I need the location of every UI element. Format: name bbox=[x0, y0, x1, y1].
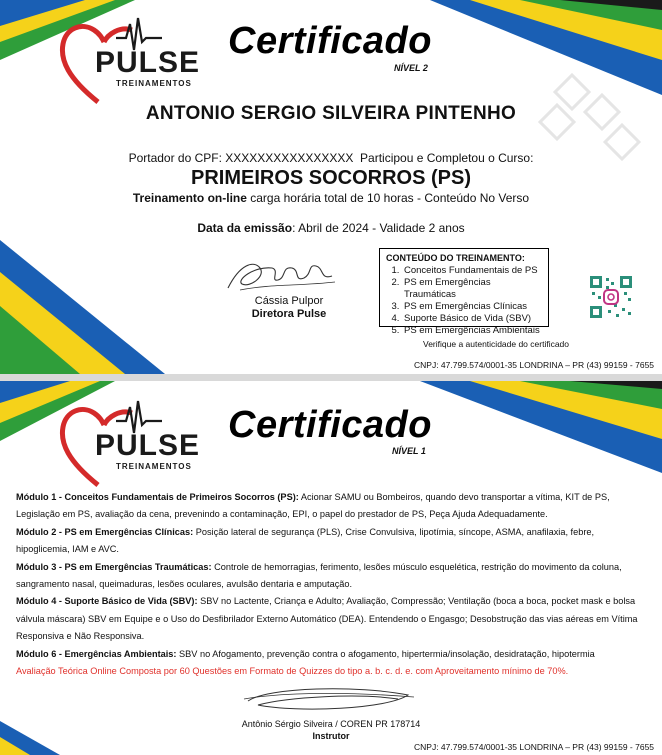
training-line bbox=[0, 191, 662, 205]
logo-brand: PULSE bbox=[95, 46, 201, 79]
pulse-logo bbox=[58, 397, 201, 489]
signer-name: Cássia Pulpor bbox=[254, 295, 324, 307]
module-title: Módulo 3 - PS em Emergências Traumáticas: bbox=[16, 561, 212, 572]
list-item: 4. Suporte Básico de Vida (SBV) bbox=[402, 313, 542, 325]
qr-code-icon[interactable] bbox=[588, 274, 634, 320]
director-signature bbox=[220, 254, 340, 298]
module-item bbox=[16, 489, 648, 524]
instructor-signature bbox=[238, 685, 418, 715]
logo-subtitle: TREINAMENTOS bbox=[116, 79, 192, 88]
module-title: Módulo 2 - PS em Emergências Clínicas: bbox=[16, 526, 194, 537]
participated-text: Participou e Completou o Curso: bbox=[360, 151, 534, 165]
training-type: Treinamento on-line bbox=[132, 191, 247, 205]
list-item: 1. Conceitos Fundamentais de PS bbox=[402, 265, 542, 277]
certificate-title: Certificado bbox=[228, 404, 432, 446]
training-contents-box bbox=[379, 248, 549, 336]
level-label: NÍVEL 1 bbox=[392, 446, 426, 456]
cpf-line bbox=[0, 151, 662, 165]
cpf-value: XXXXXXXXXXXXXXXX bbox=[225, 151, 354, 165]
footer-cnpj: CNPJ: 47.799.574/0001-35 LONDRINA – PR (43) 99159 - 7655 bbox=[414, 742, 655, 752]
emission-line bbox=[0, 221, 662, 235]
module-title: Módulo 6 - Emergências Ambientais: bbox=[16, 648, 177, 659]
course-name: PRIMEIROS SOCORROS (PS) bbox=[190, 167, 472, 189]
module-text: Controle de hemorragias, ferimento, lesões músculo esquelética, restrição do movimento da coluna, sangramento nasal, queimaduras, lesões oculares, avulsão dentaria e amputação. bbox=[16, 561, 622, 590]
cpf-label: Portador do CPF: bbox=[128, 151, 222, 165]
module-item bbox=[16, 646, 648, 663]
emission-value: : Abril de 2024 - Validade 2 anos bbox=[292, 221, 465, 235]
signer-role: Diretora Pulse bbox=[251, 308, 327, 320]
logo-brand: PULSE bbox=[95, 429, 201, 462]
contents-list bbox=[386, 265, 542, 337]
certificate-back bbox=[0, 381, 662, 755]
module-text: Posição lateral de segurança (PLS), Crise Convulsiva, lipotímia, síncope, ASMA, anafilaxia, febre, hipoglicemia, IAM e AVC. bbox=[16, 526, 595, 555]
certificate-title: Certificado bbox=[228, 20, 432, 62]
instructor-name: Antônio Sérgio Silveira / COREN PR 178714 bbox=[241, 719, 421, 729]
emission-label: Data da emissão bbox=[197, 221, 293, 235]
evaluation-note: Avaliação Teórica Online Composta por 60 Questões em Formato de Quizzes do tipo a. b. c. d. e. com Aproveitamento mínimo de 70%. bbox=[16, 666, 569, 677]
pulse-logo bbox=[58, 14, 201, 106]
student-name: ANTONIO SERGIO SILVEIRA PINTENHO bbox=[145, 103, 517, 124]
level-label: NÍVEL 2 bbox=[394, 63, 428, 73]
certificate-front bbox=[0, 0, 662, 374]
list-item: 3. PS em Emergências Clínicas bbox=[402, 301, 542, 313]
module-text: SBV no Lactente, Criança e Adulto; Avaliação, Compressão; Ventilação (boca a boca, pocket mask e bolsa válvula máscara) SBV em Equipe e o Uso do Desfibrilador Externo Automático (DEA). Entendendo o Engasgo; Desobstrução das vias aéreas em Vítima Responsiva e Não Responsiva. bbox=[16, 596, 638, 642]
workload-text: carga horária total de 10 horas - Conteúdo No Verso bbox=[250, 191, 530, 205]
modules-list bbox=[16, 489, 648, 680]
contents-title: CONTEÚDO DO TREINAMENTO: bbox=[386, 253, 525, 263]
module-item bbox=[16, 524, 648, 559]
module-text: SBV no Afogamento, prevenção contra o afogamento, hipertermia/insolação, desidratação, hipotermia bbox=[176, 648, 595, 659]
footer-cnpj: CNPJ: 47.799.574/0001-35 LONDRINA – PR (43) 99159 - 7655 bbox=[414, 360, 655, 370]
module-title: Módulo 1 - Conceitos Fundamentais de Primeiros Socorros (PS): bbox=[16, 492, 299, 502]
logo-subtitle: TREINAMENTOS bbox=[116, 462, 192, 471]
module-text: Acionar SAMU ou Bombeiros, quando devo transportar a vítima, KIT de PS, Legislação em PS, avaliação da cena, prevenindo a contaminação, EPI, o papel do prestador de PS, Peça Ajuda Adequadamente. bbox=[16, 492, 610, 520]
module-title: Módulo 4 - Suporte Básico de Vida (SBV): bbox=[16, 596, 198, 607]
module-item bbox=[16, 559, 648, 594]
list-item: 2. PS em Emergências Traumáticas bbox=[402, 277, 542, 301]
verify-text: Verifique a autenticidade do certificado bbox=[423, 339, 570, 349]
list-item: 5. PS em Emergências Ambientais bbox=[402, 325, 542, 337]
module-item bbox=[16, 593, 648, 645]
instructor-role: Instrutor bbox=[312, 731, 350, 741]
